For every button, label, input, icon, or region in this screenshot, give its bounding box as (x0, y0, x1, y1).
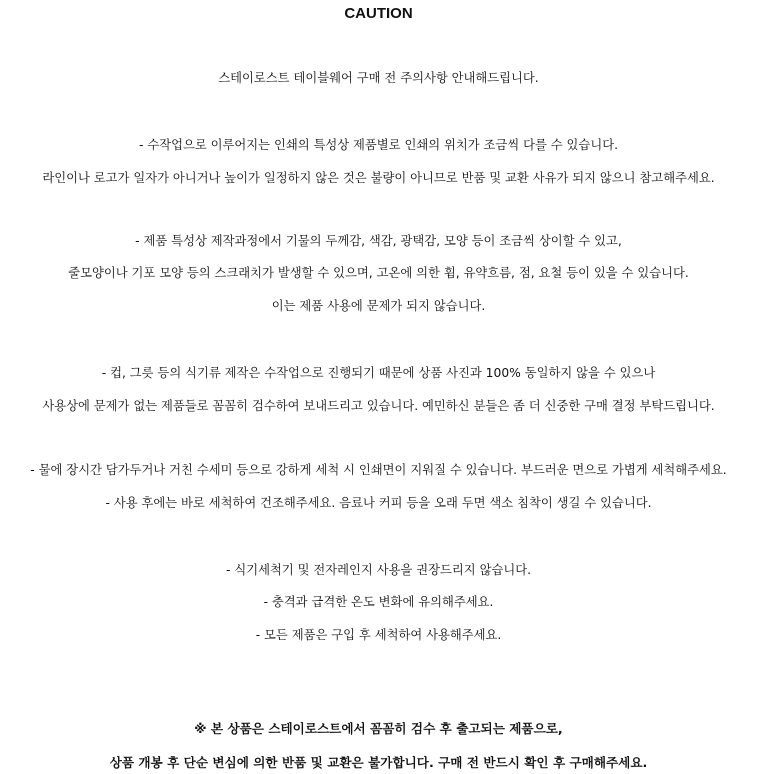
text-line: 라인이나 로고가 일자가 아니거나 높이가 일정하지 않은 것은 불량이 아니므로 반품 및 교환 사유가 되지 않으니 참고해주세요. (42, 171, 715, 185)
text-line: - 모든 제품은 구입 후 세척하여 사용해주세요. (255, 628, 502, 642)
text-line: - 사용 후에는 바로 세척하여 건조해주세요. 음료나 커피 등을 오래 두면 색소 침착이 생길 수 있습니다. (105, 496, 652, 510)
text-line: - 식기세척기 및 전자레인지 사용을 권장드리지 않습니다. (225, 563, 531, 577)
text-line: - 수작업으로 이루어지는 인쇄의 특성상 제품별로 인쇄의 위치가 조금씩 다를 수 있습니다. (139, 138, 618, 152)
text-line: - 컵, 그릇 등의 식기류 제작은 수작업으로 진행되기 때문에 상품 사진과 100% 동일하지 않을 수 있으나 (101, 366, 656, 380)
text-line: - 제품 특성상 제작과정에서 기물의 두께감, 색감, 광택감, 모양 등이 조금씩 상이할 수 있고, (135, 234, 622, 248)
text-line: 이는 제품 사용에 문제가 되지 않습니다. (271, 299, 486, 313)
caution-title: CAUTION (344, 5, 413, 22)
notice-line: ※ 본 상품은 스테이로스트에서 꼼꼼히 검수 후 출고되는 제품으로, (194, 721, 563, 736)
text-line: - 물에 장시간 담가두거나 거친 수세미 등으로 강하게 세척 시 인쇄면이 지워질 수 있습니다. 부드러운 면으로 가볍게 세척해주세요. (30, 463, 727, 477)
notice-line: 상품 개봉 후 단순 변심에 의한 반품 및 교환은 불가합니다. 구매 전 반드시 확인 후 구매해주세요. (109, 755, 648, 770)
intro-text: 스테이로스트 테이블웨어 구매 전 주의사항 안내해드립니다. (218, 71, 539, 85)
text-line: 줄모양이나 기포 모양 등의 스크래치가 발생할 수 있으며, 고온에 의한 휨, 유약흐름, 점, 요철 등이 있을 수 있습니다. (68, 266, 689, 280)
text-line: 사용상에 문제가 없는 제품들로 꼼꼼히 검수하여 보내드리고 있습니다. 예민하신 분들은 좀 더 신중한 구매 결정 부탁드립니다. (42, 399, 715, 413)
text-line: - 충격과 급격한 온도 변화에 유의해주세요. (263, 595, 494, 609)
